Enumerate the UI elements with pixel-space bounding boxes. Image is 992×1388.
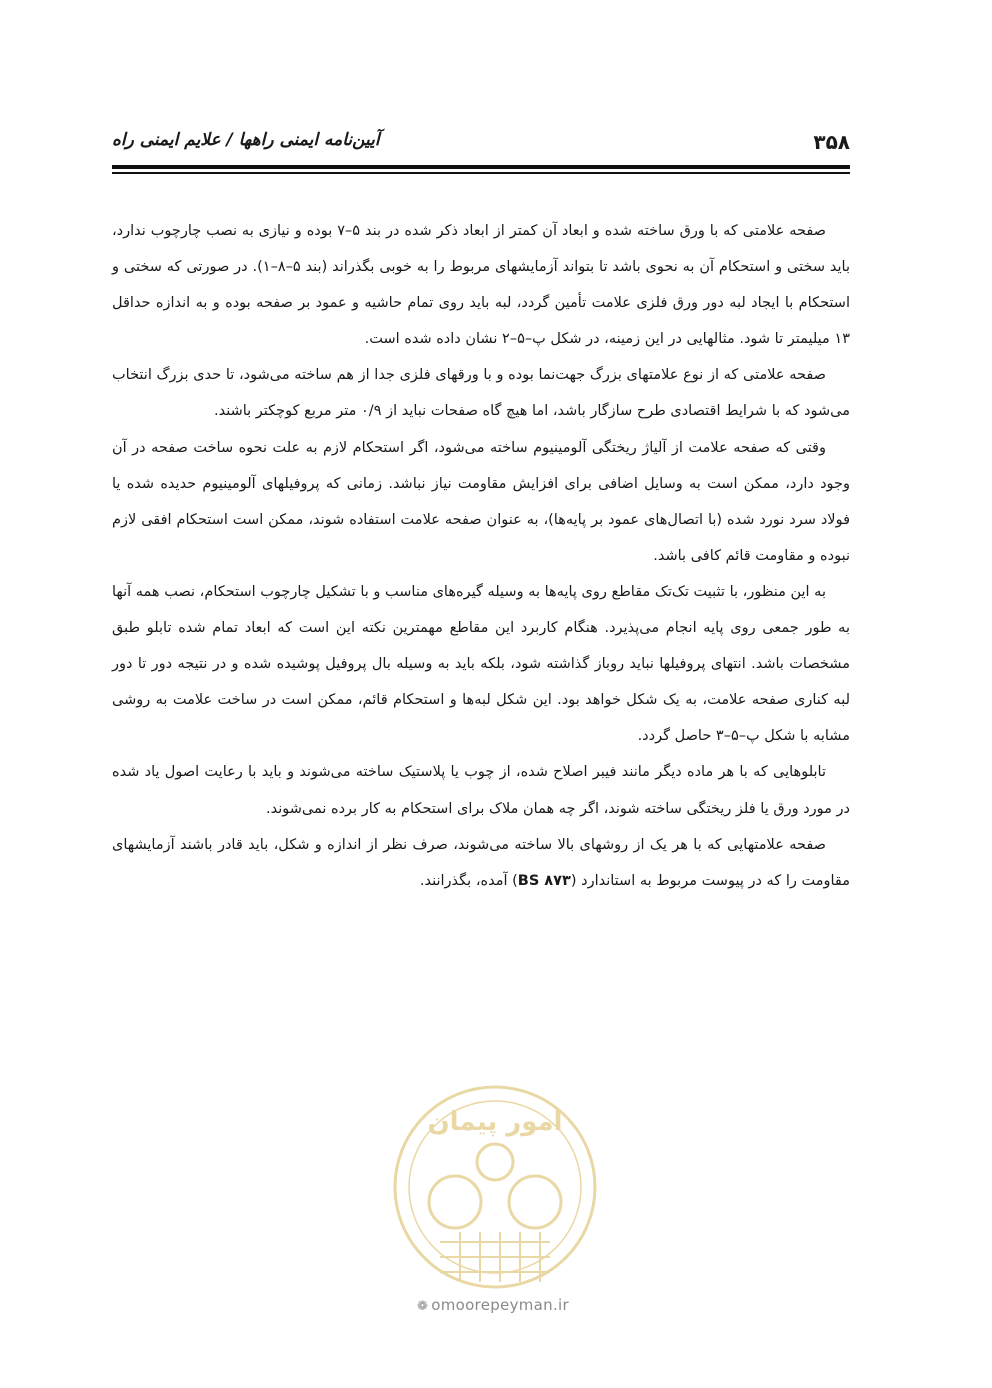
paragraph-4: به این منظور، با تثبیت تک‌تک مقاطع روی پایه‌ها به وسیله گیره‌های مناسب و با تشکیل چارچوب استحکام، نصب همه آنها به طور جمعی روی پایه انجام می‌پذیرد. هنگام کاربرد این مقاطع مهمترین نکته این است که ابعاد تمام شده تابلو طبق مشخصات باشد. انتهای پروفیلها نباید روباز گذاشته شود، بلکه باید به وسیله بال پروفیل پوشیده شده و در نتیجه دور تا دور لبه کناری صفحه علامت، به یک شکل خواهد بود. این شکل لبه‌ها و استحکام قائم، ممکن است در ساخت علامت به روشی مشابه با شکل پ–۵–۳ حاصل گردد.: [112, 583, 850, 745]
globe-icon: ❁: [417, 1299, 429, 1314]
running-title: آیین‌نامه ایمنی راهها / علایم ایمنی راه: [112, 130, 380, 150]
watermark-emblem: [380, 1082, 610, 1292]
watermark-emblem-text: امور پیمان: [427, 1107, 563, 1137]
watermark-site-label: omoorepeyman.ir: [431, 1296, 569, 1314]
header-rule-thin: [112, 172, 850, 174]
page-number: ۳۵۸: [813, 130, 850, 154]
paragraph-1: صفحه علامتی که با ورق ساخته شده و ابعاد آن کمتر از ابعاد ذکر شده در بند ۵–۷ بوده و نیازی به نصب چارچوب ندارد، باید سختی و استحکام آن به نحوی باشد تا بتواند آزمایشهای مربوط را به خوبی بگذراند (بند ۵–۸–۱). در صورتی که سختی و استحکام با ایجاد لبه دور ورق فلزی علامت تأمین گردد، لبه باید روی تمام حاشیه و عمود بر صفحه بوده و به اندازه حداقل ۱۳ میلیمتر تا شود. مثالهایی در این زمینه، در شکل پ–۵–۲ نشان داده شده است.: [112, 223, 850, 348]
standard-reference: BS ۸۷۳: [517, 872, 571, 889]
page-header: [112, 122, 850, 162]
paragraph-6: [112, 827, 850, 899]
paragraph-6-end: ) آمده، بگذرانند.: [419, 872, 518, 889]
paragraph-6-start: صفحه علامتهایی که با هر یک از روشهای بالا ساخته می‌شوند، صرف نظر از اندازه و شکل، باید قادر باشند آزمایشهای مقاومت را که در پیوست مربوط به استاندارد (: [112, 836, 850, 889]
paragraph-2: صفحه علامتی که از نوع علامتهای بزرگ جهت‌نما بوده و با ورقهای فلزی جدا از هم ساخته می‌شود، تا حدی بزرگ انتخاب می‌شود که با شرایط اقتصادی طرح سازگار باشد، اما هیچ گاه صفحات نباید از ۰/۹ متر مربع کوچکتر باشند.: [112, 367, 850, 420]
header-rule-thick: [112, 165, 850, 169]
paragraph-3: وقتی که صفحه علامت از آلیاژ ریختگی آلومینیوم ساخته می‌شود، اگر استحکام لازم به علت نحوه ساخت صفحه در آن وجود دارد، ممکن است به وسایل اضافی برای افزایش مقاومت نیاز نباشد. زمانی که پروفیلهای آلومینیوم حدیده شده یا فولاد سرد نورد شده (با اتصال‌های عمود بر پایه‌ها)، به عنوان صفحه علامت استفاده شوند، ممکن است استحکام افقی لازم نبوده و مقاومت قائم کافی باشد.: [112, 439, 850, 564]
body-text: [112, 213, 850, 899]
paragraph-5: تابلوهایی که با هر ماده دیگر مانند فیبر اصلاح شده، از چوب یا پلاستیک ساخته می‌شوند و باید با رعایت اصول یاد شده در مورد ورق یا فلز ریختگی ساخته شوند، اگر چه همان ملاک برای استحکام به کار برده نمی‌شوند.: [112, 764, 850, 817]
watermark-site: [388, 1296, 598, 1314]
